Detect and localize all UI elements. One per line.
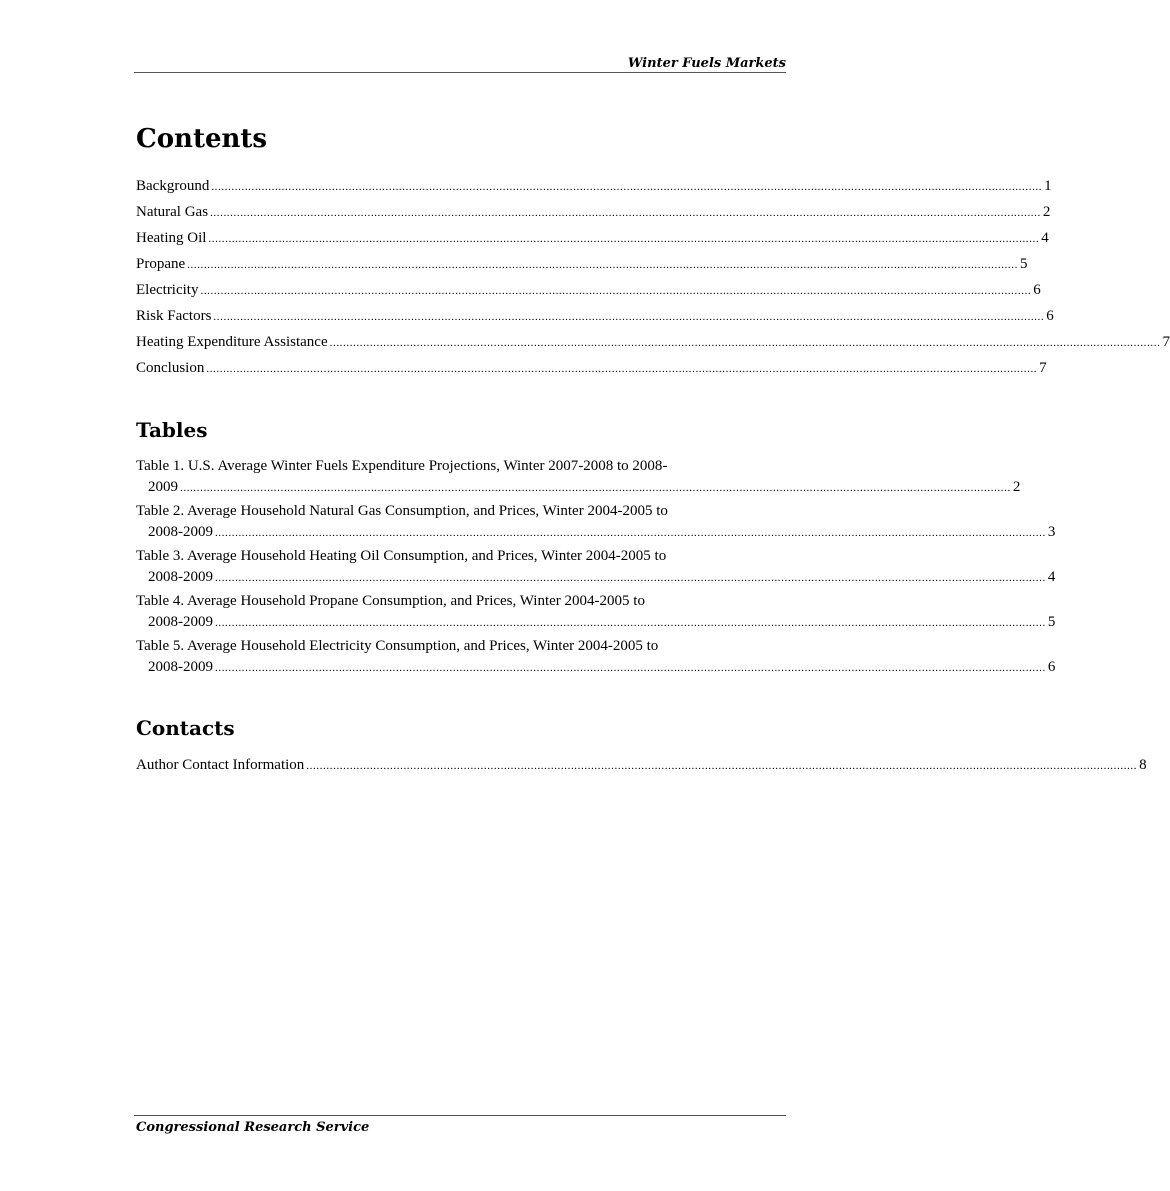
contents-list — [136, 176, 1170, 384]
toc-entry-label: Heating Expenditure Assistance — [136, 334, 328, 350]
toc-page-number: 4 — [1041, 230, 1049, 246]
tables-heading: Tables — [136, 418, 208, 442]
toc-page-number: 8 — [1139, 757, 1147, 773]
toc-entry-label: Electricity — [136, 282, 199, 298]
toc-entry-label-continued: 2009 — [148, 479, 178, 495]
toc-page-number: 6 — [1046, 308, 1054, 324]
toc-page-number: 5 — [1047, 614, 1056, 630]
toc-entry-label: Table 1. U.S. Average Winter Fuels Expenditure Projections, Winter 2007-2008 to 2008- — [136, 458, 668, 474]
dot-leader: ........................................................................................................................................................................................................................................................ — [215, 572, 1046, 584]
dot-leader: ........................................................................................................................................................................................................................................................ — [215, 617, 1046, 629]
toc-entry-label-continued: 2008-2009 — [148, 524, 213, 540]
toc-page-number: 1 — [1044, 178, 1052, 194]
toc-page-number: 4 — [1047, 569, 1056, 585]
dot-leader: ........................................................................................................................................................................................................................................................ — [206, 363, 1038, 375]
toc-entry-label: Table 3. Average Household Heating Oil Consumption, and Prices, Winter 2004-2005 to — [136, 548, 667, 564]
toc-page-number: 3 — [1047, 524, 1056, 540]
toc-page-number: 6 — [1047, 659, 1056, 675]
toc-entry-table-3[interactable] — [136, 546, 1056, 591]
dot-leader: ........................................................................................................................................................................................................................................................ — [215, 662, 1046, 674]
toc-entry-background[interactable] — [136, 176, 1052, 202]
toc-entry-label-continued: 2008-2009 — [148, 659, 213, 675]
toc-entry-label: Table 2. Average Household Natural Gas Consumption, and Prices, Winter 2004-2005 to — [136, 503, 668, 519]
contacts-heading: Contacts — [136, 716, 235, 740]
toc-entry-label: Table 4. Average Household Propane Consumption, and Prices, Winter 2004-2005 to — [136, 593, 645, 609]
toc-entry-author-contact-information[interactable] — [136, 755, 1147, 781]
toc-page-number: 7 — [1039, 360, 1047, 376]
toc-page-number: 5 — [1019, 256, 1028, 272]
dot-leader: ........................................................................................................................................................................................................................................................ — [306, 760, 1138, 772]
toc-entry-label: Natural Gas — [136, 204, 209, 220]
running-footer: Congressional Research Service — [136, 1120, 370, 1135]
dot-leader: ........................................................................................................................................................................................................................................................ — [215, 527, 1046, 539]
toc-entry-label: Author Contact Information — [136, 757, 305, 773]
toc-entry-propane[interactable] — [136, 254, 1028, 280]
toc-entry-label: Conclusion — [136, 360, 205, 376]
toc-page-number: 6 — [1033, 282, 1041, 298]
toc-page-number: 2 — [1012, 479, 1021, 495]
toc-entry-label: Heating Oil — [136, 230, 207, 246]
toc-entry-table-4[interactable] — [136, 591, 1056, 636]
toc-entry-heating-expenditure-assistance[interactable] — [136, 332, 1170, 358]
toc-entry-heating-oil[interactable] — [136, 228, 1049, 254]
toc-entry-conclusion[interactable] — [136, 358, 1047, 384]
toc-page-number: 2 — [1042, 204, 1051, 220]
dot-leader: ........................................................................................................................................................................................................................................................ — [211, 181, 1043, 193]
header-rule — [134, 72, 786, 73]
dot-leader: ........................................................................................................................................................................................................................................................ — [213, 311, 1045, 323]
tables-list — [136, 456, 1056, 681]
dot-leader: ........................................................................................................................................................................................................................................................ — [208, 233, 1040, 245]
toc-entry-electricity[interactable] — [136, 280, 1041, 306]
toc-entry-label-continued: 2008-2009 — [148, 614, 213, 630]
toc-entry-natural-gas[interactable] — [136, 202, 1051, 228]
toc-entry-table-5[interactable] — [136, 636, 1056, 681]
dot-leader: ........................................................................................................................................................................................................................................................ — [180, 482, 1011, 494]
toc-page-number: 7 — [1162, 334, 1170, 350]
dot-leader: ........................................................................................................................................................................................................................................................ — [329, 337, 1161, 349]
contacts-list — [136, 755, 1147, 781]
toc-entry-risk-factors[interactable] — [136, 306, 1054, 332]
toc-entry-label: Background — [136, 178, 210, 194]
toc-entry-label: Risk Factors — [136, 308, 212, 324]
dot-leader: ........................................................................................................................................................................................................................................................ — [210, 207, 1041, 219]
toc-entry-label: Propane — [136, 256, 186, 272]
dot-leader: ........................................................................................................................................................................................................................................................ — [200, 285, 1032, 297]
toc-entry-table-2[interactable] — [136, 501, 1056, 546]
toc-entry-table-1[interactable] — [136, 456, 1021, 501]
toc-entry-label: Table 5. Average Household Electricity Consumption, and Prices, Winter 2004-2005 to — [136, 638, 659, 654]
contents-heading: Contents — [136, 124, 268, 154]
toc-entry-label-continued: 2008-2009 — [148, 569, 213, 585]
footer-rule — [134, 1115, 786, 1116]
running-header: Winter Fuels Markets — [627, 56, 786, 71]
dot-leader: ........................................................................................................................................................................................................................................................ — [187, 259, 1018, 271]
